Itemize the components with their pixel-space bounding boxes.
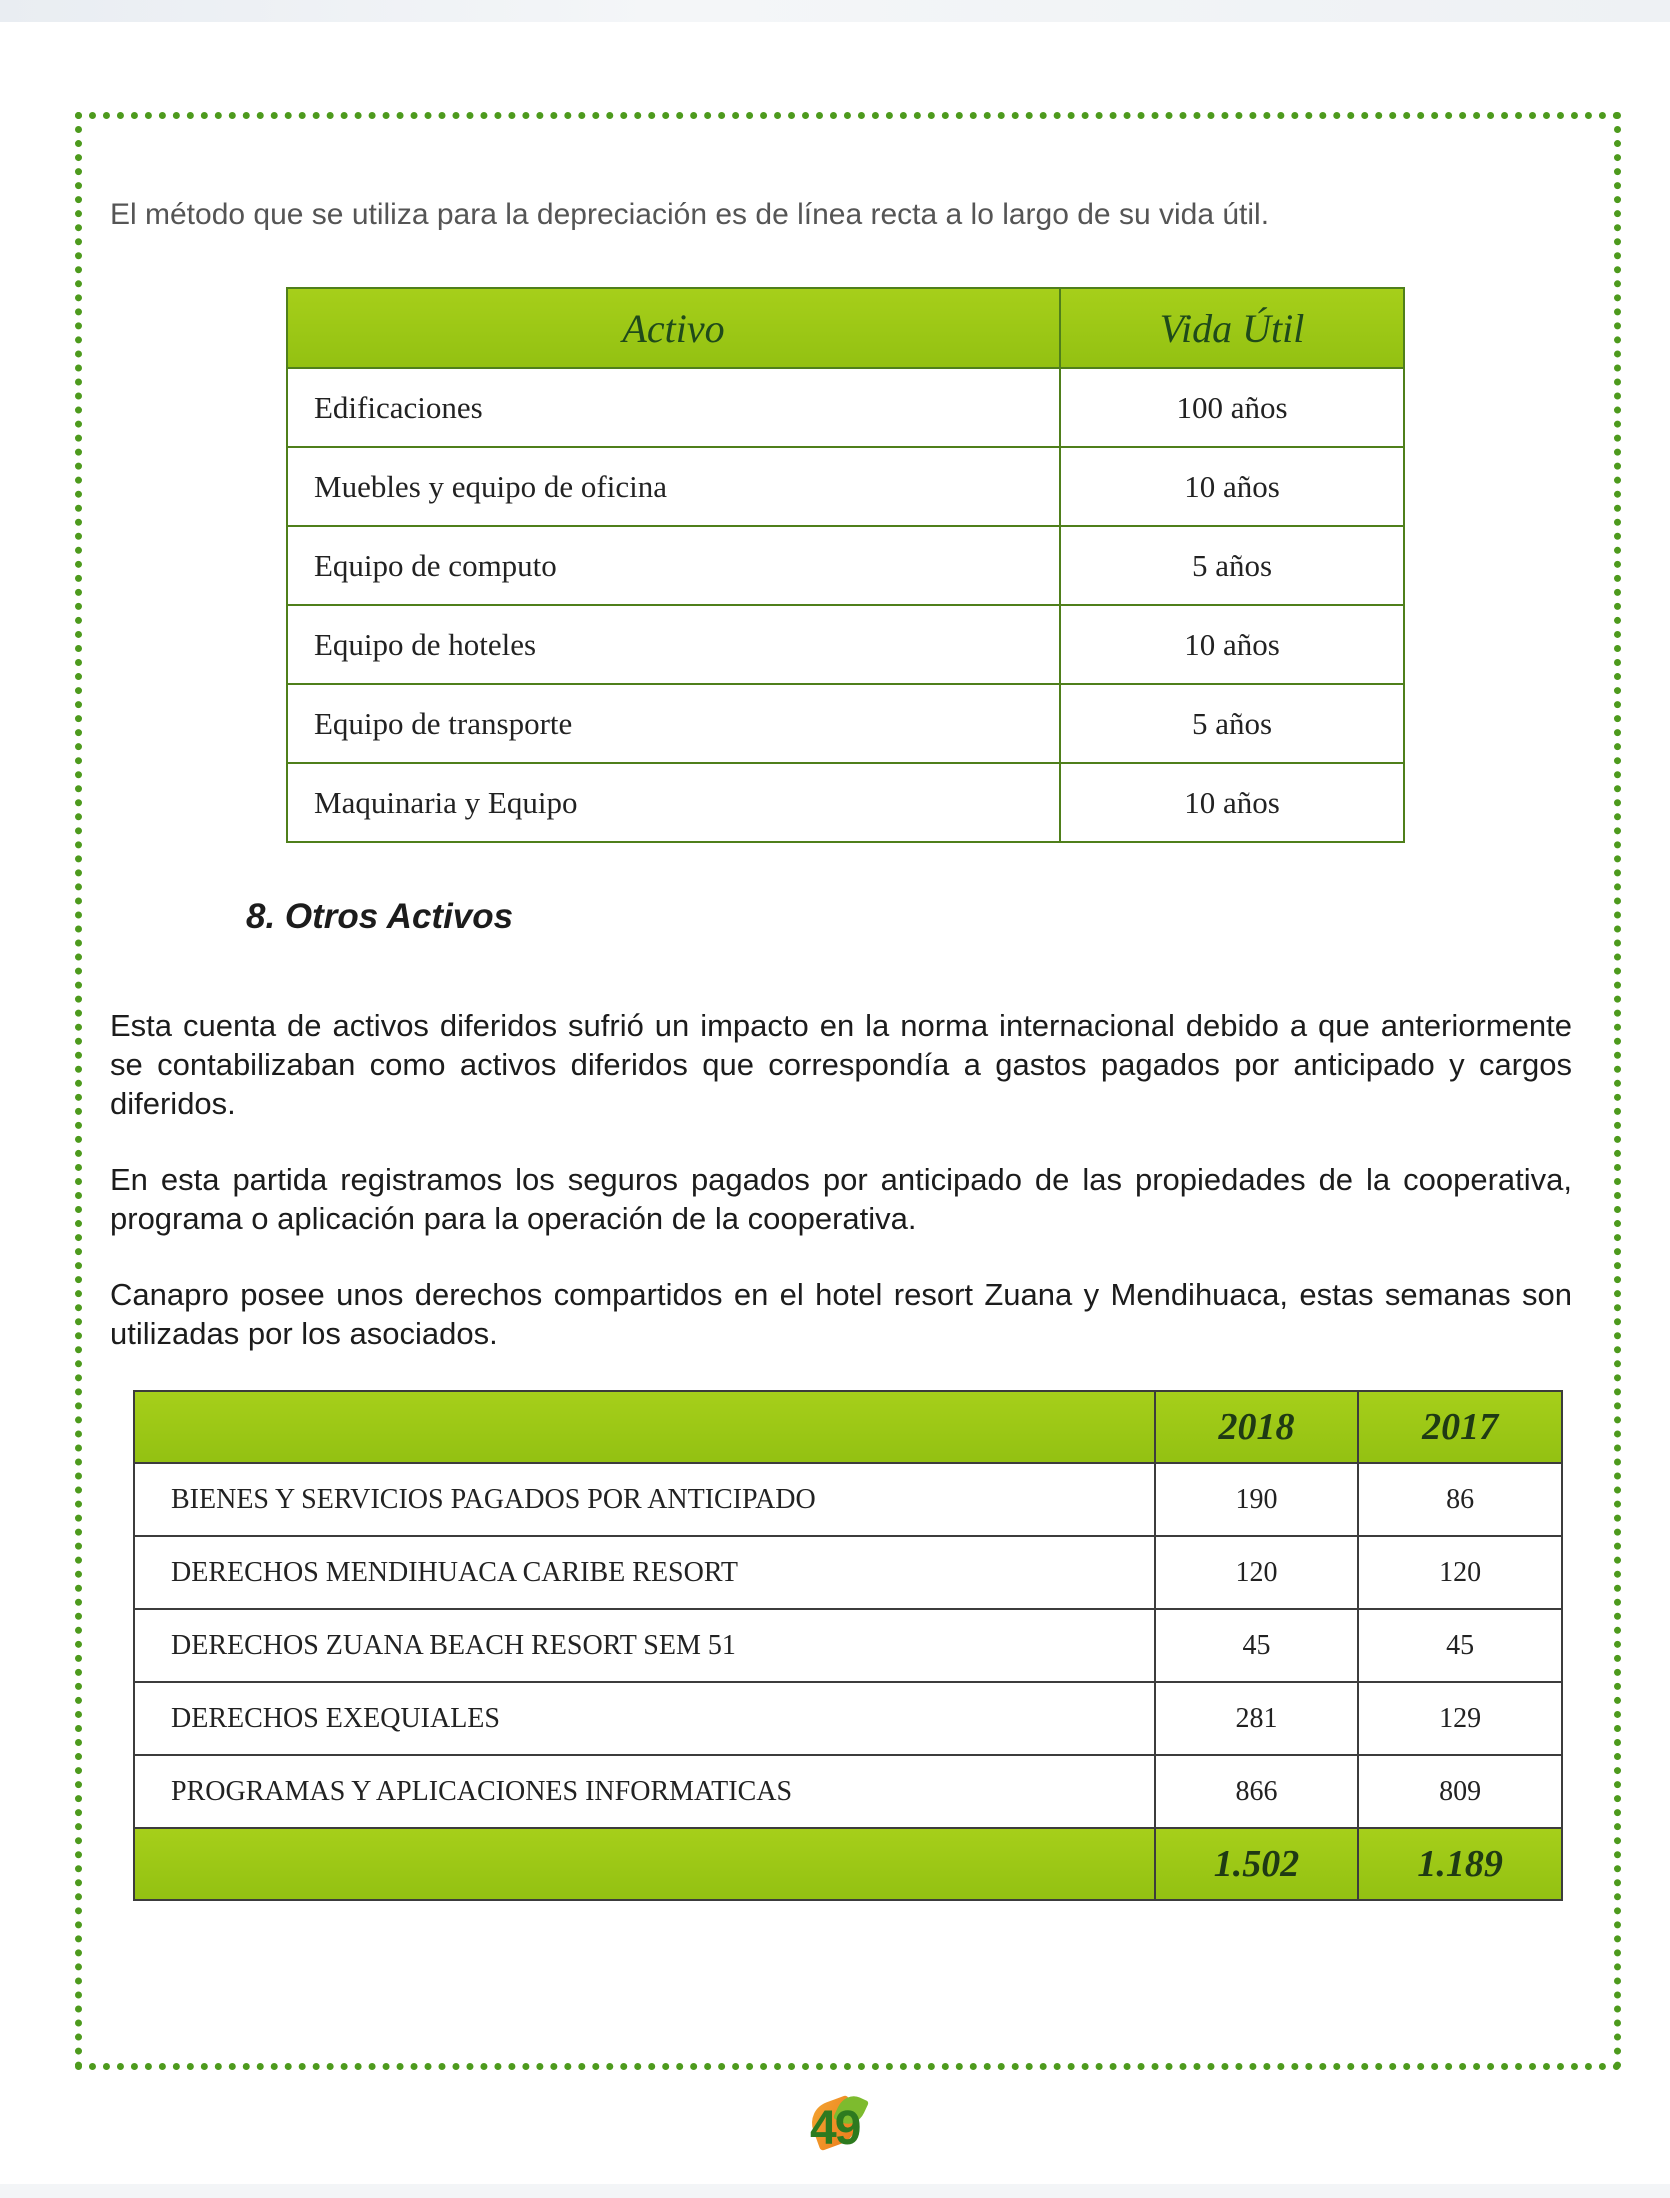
table-row (287, 368, 1404, 447)
asset-life: 10 años (1060, 447, 1404, 526)
asset-life: 5 años (1060, 684, 1404, 763)
value-2018: 281 (1155, 1682, 1359, 1755)
table-row (134, 1682, 1562, 1755)
bottom-band (0, 2184, 1670, 2198)
value-2018: 45 (1155, 1609, 1359, 1682)
useful-life-header-row (287, 288, 1404, 368)
asset-name: Equipo de hoteles (287, 605, 1060, 684)
asset-life: 10 años (1060, 605, 1404, 684)
value-2017: 809 (1358, 1755, 1562, 1828)
page-number: 49 (810, 2102, 860, 2155)
totals-label (134, 1828, 1155, 1900)
header-2018: 2018 (1155, 1391, 1359, 1463)
table-row (134, 1755, 1562, 1828)
value-2018: 120 (1155, 1536, 1359, 1609)
asset-life: 10 años (1060, 763, 1404, 842)
row-label: DERECHOS ZUANA BEACH RESORT SEM 51 (134, 1609, 1155, 1682)
other-assets-table (133, 1390, 1563, 1901)
paragraph-shared-rights: Canapro posee unos derechos compartidos en el hotel resort Zuana y Mendihuaca, estas semanas son utilizadas por los asociados. (110, 1277, 1572, 1351)
other-assets-header-row (134, 1391, 1562, 1463)
value-2017: 86 (1358, 1463, 1562, 1536)
row-label: BIENES Y SERVICIOS PAGADOS POR ANTICIPADO (134, 1463, 1155, 1536)
value-2018: 190 (1155, 1463, 1359, 1536)
value-2018: 866 (1155, 1755, 1359, 1828)
intro-text: El método que se utiliza para la depreciación es de línea recta a lo largo de su vida útil. (110, 198, 1270, 231)
page-number-badge (808, 2095, 888, 2155)
row-label: DERECHOS MENDIHUACA CARIBE RESORT (134, 1536, 1155, 1609)
paragraph-prepaid-insurance: En esta partida registramos los seguros pagados por anticipado de las propiedades de la cooperativa, programa o aplicación para la operación de la cooperativa. (110, 1162, 1572, 1236)
value-2017: 129 (1358, 1682, 1562, 1755)
table-row (134, 1536, 1562, 1609)
value-2017: 45 (1358, 1609, 1562, 1682)
asset-name: Edificaciones (287, 368, 1060, 447)
table-row (134, 1463, 1562, 1536)
table-row (287, 447, 1404, 526)
asset-life: 5 años (1060, 526, 1404, 605)
asset-name: Equipo de transporte (287, 684, 1060, 763)
asset-name: Maquinaria y Equipo (287, 763, 1060, 842)
table-row (287, 763, 1404, 842)
total-2017: 1.189 (1358, 1828, 1562, 1900)
table-row (134, 1609, 1562, 1682)
useful-life-table (286, 287, 1405, 843)
asset-life: 100 años (1060, 368, 1404, 447)
header-asset: Activo (287, 288, 1060, 368)
asset-name: Muebles y equipo de oficina (287, 447, 1060, 526)
table-row (287, 526, 1404, 605)
header-blank (134, 1391, 1155, 1463)
table-row (287, 605, 1404, 684)
row-label: DERECHOS EXEQUIALES (134, 1682, 1155, 1755)
header-useful-life: Vida Útil (1060, 288, 1404, 368)
top-band (0, 0, 1670, 22)
totals-row (134, 1828, 1562, 1900)
table-row (287, 684, 1404, 763)
header-2017: 2017 (1358, 1391, 1562, 1463)
section-title: 8. Otros Activos (246, 897, 514, 936)
paragraph-deferred-assets: Esta cuenta de activos diferidos sufrió un impacto en la norma internacional debido a que anteriormente se contabilizaban como activos diferidos que correspondía a gastos pagados por anticipado y cargos diferidos. (110, 1008, 1572, 1121)
asset-name: Equipo de computo (287, 526, 1060, 605)
value-2017: 120 (1358, 1536, 1562, 1609)
total-2018: 1.502 (1155, 1828, 1359, 1900)
row-label: PROGRAMAS Y APLICACIONES INFORMATICAS (134, 1755, 1155, 1828)
